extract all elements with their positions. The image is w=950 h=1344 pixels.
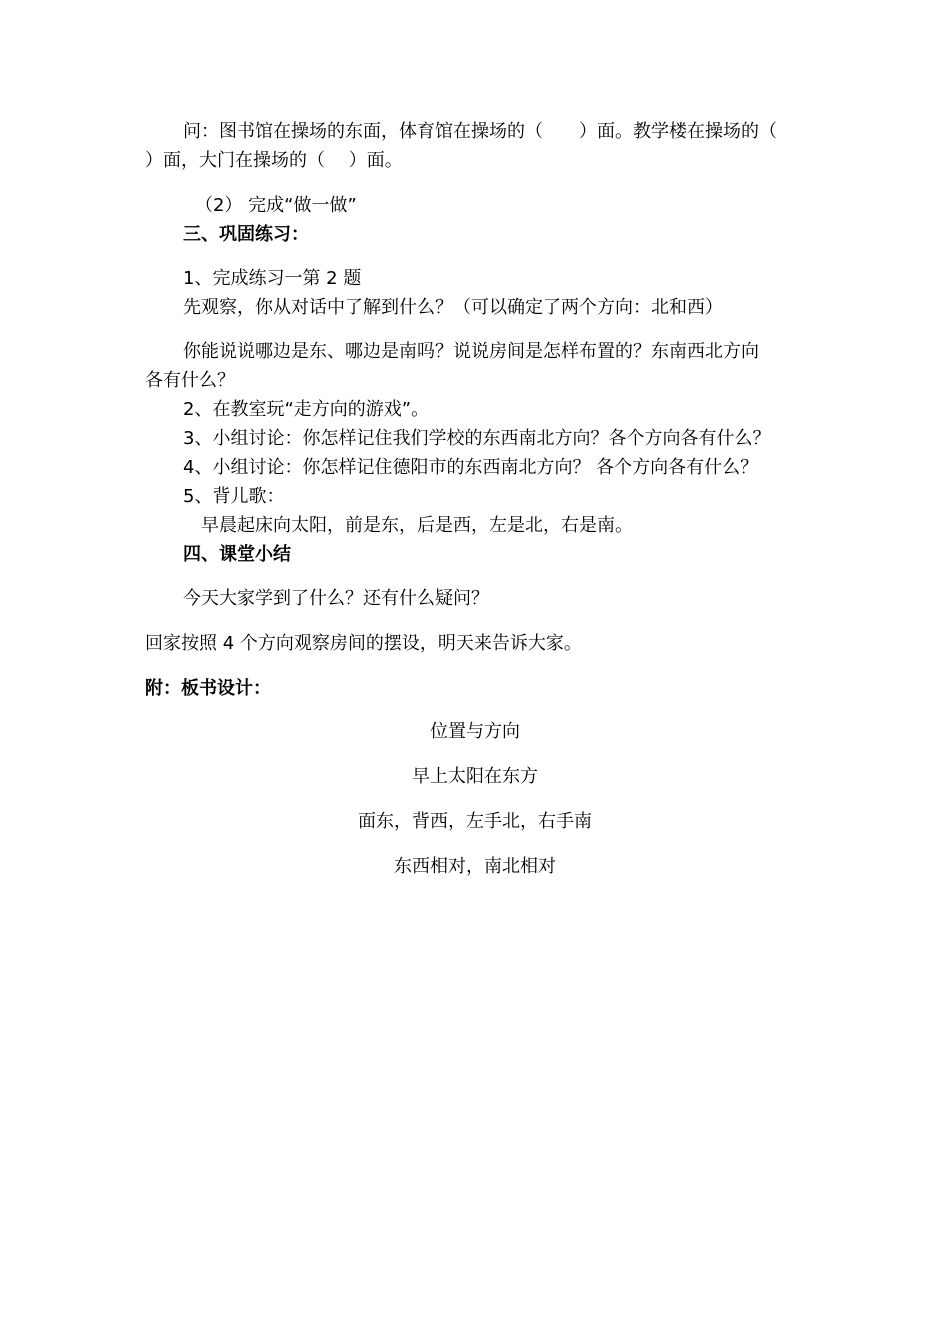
exercise-question-line-1: 你能说说哪边是东、哪边是南吗？说说房间是怎样布置的？东南西北方向 (183, 341, 759, 362)
board-line-2: 面东，背西，左手北，右手南 (358, 811, 592, 832)
exercise-item-2: 2、在教室玩“走方向的游戏”。 (183, 399, 430, 420)
board-line-1: 早上太阳在东方 (412, 766, 538, 787)
appendix-heading: 附：板书设计： (145, 678, 271, 699)
exercise-item-3: 3、小组讨论：你怎样记住我们学校的东西南北方向？各个方向各有什么？ (183, 428, 771, 449)
board-title: 位置与方向 (430, 721, 520, 742)
question-line-2: ）面，大门在操场的（ ）面。 (145, 150, 403, 171)
section-3-heading: 三、巩固练习： (183, 224, 309, 245)
board-line-3: 东西相对，南北相对 (394, 856, 556, 877)
nursery-rhyme: 早晨起床向太阳，前是东，后是西，左是北，右是南。 (201, 515, 633, 536)
exercise-observe: 先观察，你从对话中了解到什么？（可以确定了两个方向：北和西） (183, 297, 723, 318)
section-4-heading: 四、课堂小结 (183, 544, 291, 565)
exercise-item-5: 5、背儿歌： (183, 486, 285, 507)
task-do-it: （2） 完成“做一做” (195, 195, 357, 216)
exercise-item-4: 4、小组讨论：你怎样记住德阳市的东西南北方向？ 各个方向各有什么？ (183, 457, 759, 478)
exercise-question-line-2: 各有什么？ (145, 370, 235, 391)
summary-question: 今天大家学到了什么？还有什么疑问？ (183, 588, 489, 609)
homework: 回家按照 4 个方向观察房间的摆设，明天来告诉大家。 (145, 633, 582, 654)
question-line-1: 问：图书馆在操场的东面，体育馆在操场的（ ）面。教学楼在操场的（ (183, 121, 777, 142)
exercise-item-1: 1、完成练习一第 2 题 (183, 268, 362, 289)
